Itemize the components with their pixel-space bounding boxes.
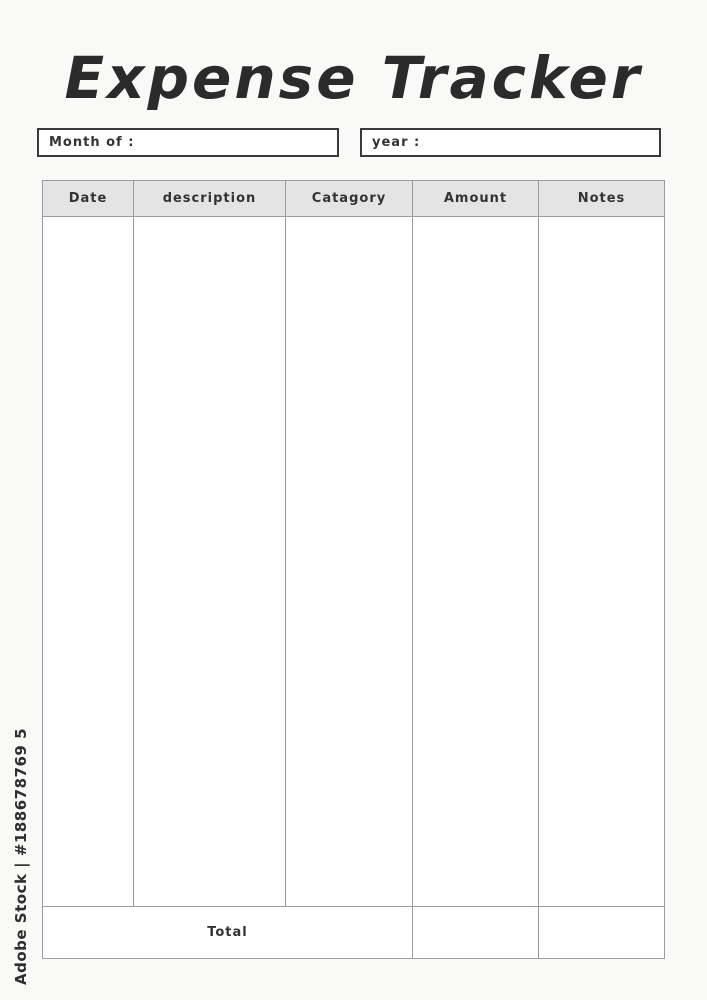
table-body-row xyxy=(43,217,665,907)
table-header-row xyxy=(43,181,665,217)
year-field[interactable] xyxy=(360,128,661,157)
column-header-notes: Notes xyxy=(539,181,665,217)
total-label: Total xyxy=(43,907,413,959)
expense-table-container xyxy=(42,180,664,957)
date-column-cell[interactable] xyxy=(43,217,134,907)
stock-watermark-id: Adobe Stock | #188678769 5 xyxy=(12,727,30,985)
year-label: year : xyxy=(372,135,421,150)
month-label: Month of : xyxy=(49,135,135,150)
notes-column-cell[interactable] xyxy=(539,217,665,907)
total-notes-cell[interactable] xyxy=(539,907,665,959)
description-column-cell[interactable] xyxy=(134,217,286,907)
column-header-date: Date xyxy=(43,181,134,217)
column-header-category: Catagory xyxy=(286,181,413,217)
amount-column-cell[interactable] xyxy=(413,217,539,907)
month-field[interactable] xyxy=(37,128,339,157)
expense-table xyxy=(42,180,665,959)
table-total-row xyxy=(43,907,665,959)
total-amount-cell[interactable] xyxy=(413,907,539,959)
column-header-description: description xyxy=(134,181,286,217)
column-header-amount: Amount xyxy=(413,181,539,217)
category-column-cell[interactable] xyxy=(286,217,413,907)
page-title: Expense Tracker xyxy=(64,44,643,112)
